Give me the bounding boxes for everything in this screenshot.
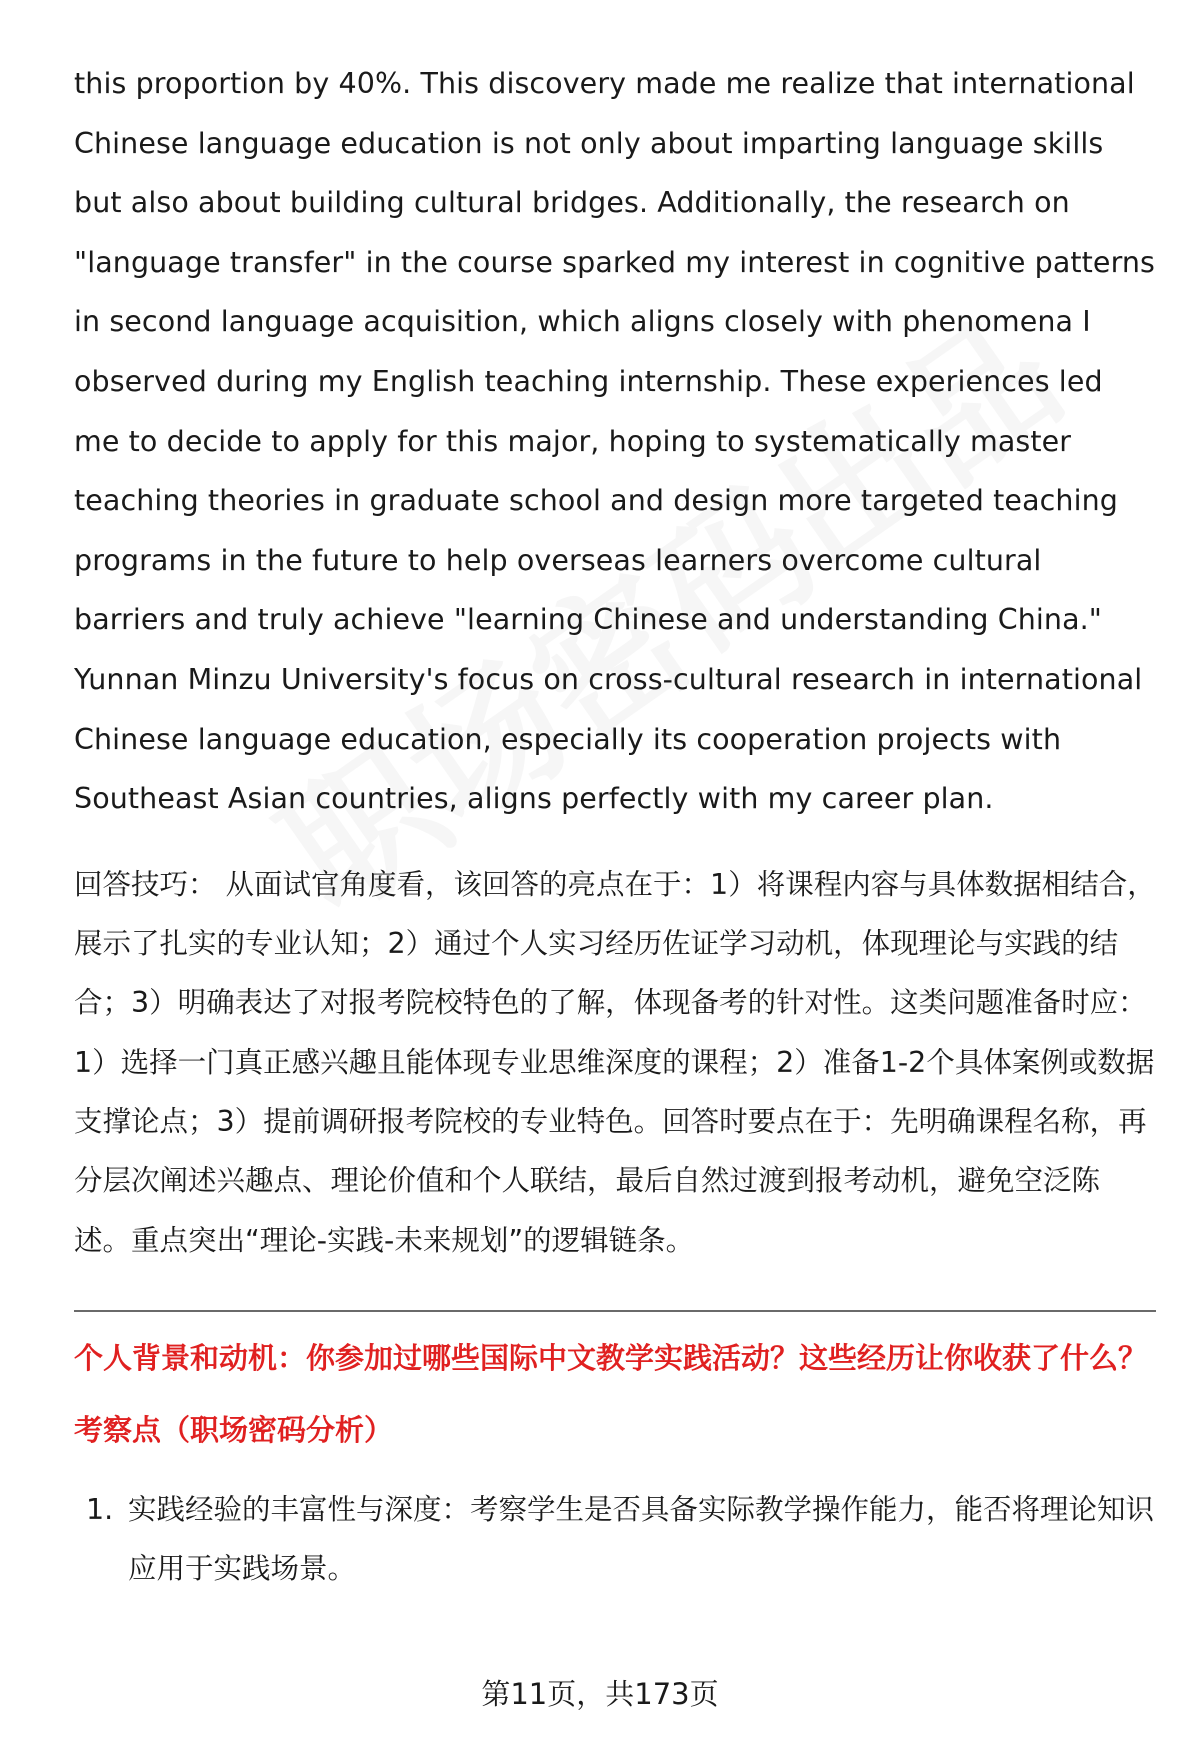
list-item-text: 实践经验的丰富性与深度：考察学生是否具备实际教学操作能力，能否将理论知识应用于实践场景。 bbox=[128, 1492, 1155, 1585]
assessment-points-list bbox=[74, 1480, 1156, 1598]
page-number-footer: 第11页，共173页 bbox=[481, 1677, 719, 1711]
assessment-points-heading: 考察点（职场密码分析） bbox=[74, 1412, 394, 1447]
answer-paragraph: this proportion by 40%. This discovery made me realize that international Chinese language education is not only about imparting language skills but also about building cultural bridges. Additionally, the research on "language transfer" in the course sparked my interest in cognitive patterns in second language acquisition, which aligns closely with phenomena I observed during my English teaching internship. These experiences led me to decide to apply for this major, hoping to systematically master teaching theories in graduate school and design more targeted teaching programs in the future to help overseas learners overcome cultural barriers and truly achieve "learning Chinese and understanding China." Yunnan Minzu University's focus on cross-cultural research in international Chinese language education, especially its cooperation projects with Southeast Asian countries, aligns perfectly with my career plan. bbox=[74, 67, 1155, 816]
page-content bbox=[74, 54, 1156, 1598]
list-item-number: 1. bbox=[86, 1492, 114, 1526]
list-item bbox=[74, 1480, 1156, 1598]
question-heading: 个人背景和动机：你参加过哪些国际中文教学实践活动？这些经历让你收获了什么？ bbox=[74, 1340, 1148, 1375]
section-divider bbox=[74, 1310, 1156, 1312]
answer-tips-paragraph: 回答技巧： 从面试官角度看，该回答的亮点在于：1）将课程内容与具体数据相结合，展示了扎实的专业认知；2）通过个人实习经历佐证学习动机，体现理论与实践的结合；3）明确表达了对报考院校特色的了解，体现备考的针对性。这类问题准备时应：1）选择一门真正感兴趣且能体现专业思维深度的课程；2）准备1-2个具体案例或数据支撑论点；3）提前调研报考院校的专业特色。回答时要点在于：先明确课程名称，再分层次阐述兴趣点、理论价值和个人联结，最后自然过渡到报考动机，避免空泛陈述。重点突出“理论-实践-未来规划”的逻辑链条。 bbox=[74, 867, 1156, 1257]
